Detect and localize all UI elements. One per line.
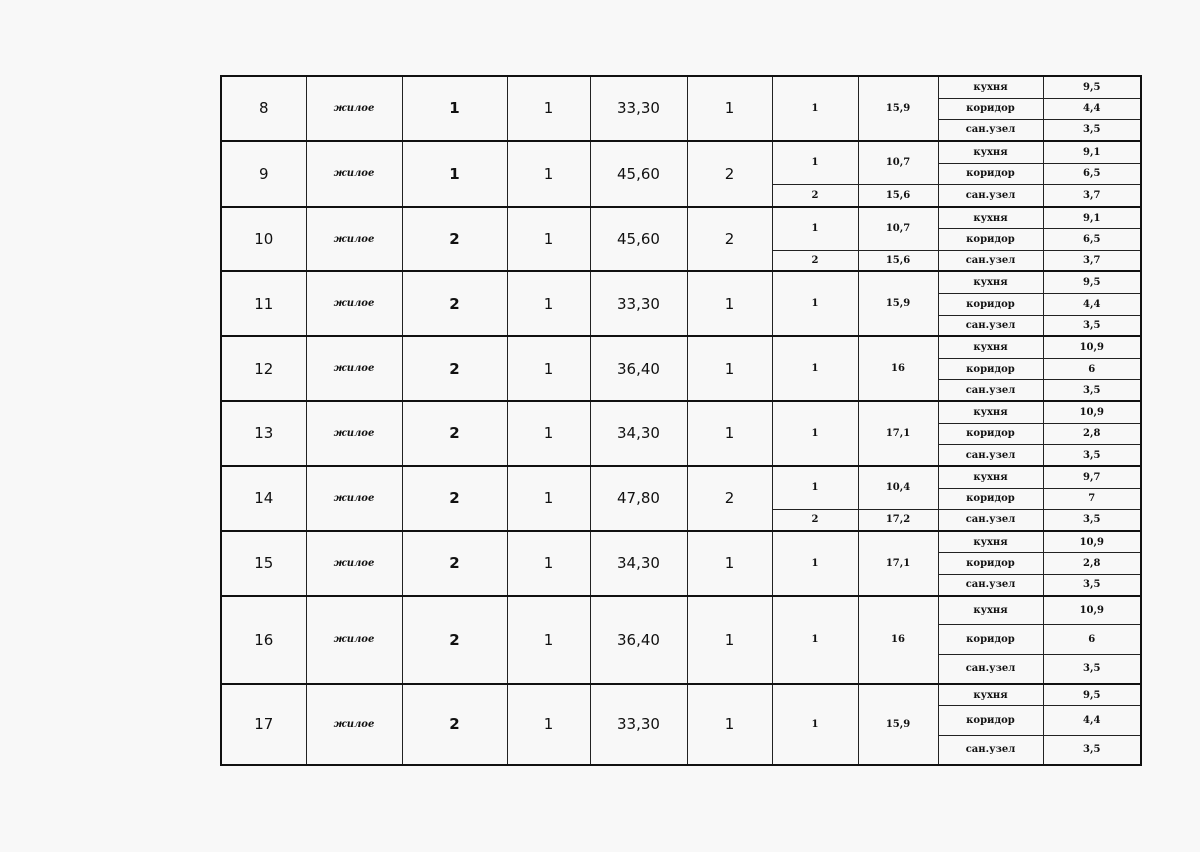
floor-number: 2 [402,401,507,466]
section-number: 1 [507,684,590,765]
auxiliary-room-name: сан.узел [938,120,1043,141]
auxiliary-room-area: 3,5 [1043,574,1141,595]
room-number: 2 [772,184,858,206]
rooms-count: 1 [687,271,772,336]
auxiliary-room-area: 3,5 [1043,380,1141,401]
room-area: 16 [858,596,938,684]
auxiliary-room-name: кухня [938,466,1043,488]
section-number: 1 [507,466,590,531]
auxiliary-room-name: кухня [938,336,1043,358]
room-number: 1 [772,401,858,466]
table-row [221,596,1141,625]
auxiliary-room-area: 9,1 [1043,207,1141,229]
auxiliary-room-area: 10,9 [1043,401,1141,423]
table-row [221,141,1141,163]
floor-number: 2 [402,336,507,401]
auxiliary-room-area: 2,8 [1043,423,1141,444]
auxiliary-room-area: 9,5 [1043,271,1141,293]
apartment-number: 14 [221,466,306,531]
auxiliary-room-name: коридор [938,625,1043,654]
table-row [221,76,1141,98]
auxiliary-room-area: 10,9 [1043,596,1141,625]
section-number: 1 [507,141,590,207]
auxiliary-room-area: 3,7 [1043,184,1141,206]
table-row [221,401,1141,423]
room-area: 10,4 [858,466,938,510]
auxiliary-room-area: 6,5 [1043,163,1141,184]
room-area: 15,9 [858,76,938,141]
rooms-count: 1 [687,531,772,596]
rooms-count: 1 [687,76,772,141]
room-area: 10,7 [858,141,938,185]
auxiliary-room-name: сан.узел [938,445,1043,466]
auxiliary-room-name: коридор [938,359,1043,380]
auxiliary-room-area: 3,5 [1043,120,1141,141]
premises-type: жилое [306,271,402,336]
section-number: 1 [507,401,590,466]
total-area: 36,40 [590,336,687,401]
table-row [221,336,1141,358]
floor-number: 1 [402,141,507,207]
room-area: 17,2 [858,509,938,530]
auxiliary-room-name: коридор [938,553,1043,574]
room-number: 1 [772,76,858,141]
auxiliary-room-area: 10,9 [1043,336,1141,358]
section-number: 1 [507,596,590,684]
auxiliary-room-area: 10,9 [1043,531,1141,553]
auxiliary-room-name: кухня [938,141,1043,163]
floor-number: 2 [402,466,507,531]
auxiliary-room-area: 9,1 [1043,141,1141,163]
auxiliary-room-name: коридор [938,488,1043,509]
room-area: 16 [858,336,938,401]
auxiliary-room-area: 4,4 [1043,706,1141,735]
total-area: 34,30 [590,531,687,596]
auxiliary-room-area: 6,5 [1043,229,1141,250]
total-area: 45,60 [590,207,687,272]
auxiliary-room-name: коридор [938,98,1043,119]
floor-number: 2 [402,271,507,336]
section-number: 1 [507,76,590,141]
section-number: 1 [507,271,590,336]
room-number: 2 [772,509,858,530]
auxiliary-room-area: 3,7 [1043,250,1141,271]
premises-type: жилое [306,466,402,531]
premises-type: жилое [306,76,402,141]
apartment-number: 13 [221,401,306,466]
premises-type: жилое [306,401,402,466]
auxiliary-room-name: кухня [938,76,1043,98]
auxiliary-room-name: кухня [938,531,1043,553]
rooms-count: 2 [687,466,772,531]
auxiliary-room-name: коридор [938,423,1043,444]
auxiliary-room-name: коридор [938,706,1043,735]
auxiliary-room-area: 6 [1043,359,1141,380]
auxiliary-room-name: сан.узел [938,250,1043,271]
auxiliary-room-area: 3,5 [1043,654,1141,683]
auxiliary-room-area: 2,8 [1043,553,1141,574]
rooms-count: 1 [687,684,772,765]
room-area: 15,9 [858,271,938,336]
rooms-count: 1 [687,336,772,401]
total-area: 36,40 [590,596,687,684]
auxiliary-room-name: коридор [938,294,1043,315]
room-area: 17,1 [858,401,938,466]
apartment-number: 17 [221,684,306,765]
auxiliary-room-name: сан.узел [938,574,1043,595]
room-number: 1 [772,141,858,185]
auxiliary-room-area: 3,5 [1043,315,1141,336]
floor-number: 2 [402,531,507,596]
premises-type: жилое [306,207,402,272]
room-number: 1 [772,466,858,510]
room-area: 17,1 [858,531,938,596]
total-area: 33,30 [590,76,687,141]
rooms-count: 2 [687,207,772,272]
auxiliary-room-name: сан.узел [938,735,1043,765]
apartments-table [220,75,1142,766]
apartment-number: 10 [221,207,306,272]
apartment-number: 8 [221,76,306,141]
room-area: 15,6 [858,250,938,271]
total-area: 47,80 [590,466,687,531]
auxiliary-room-area: 9,5 [1043,684,1141,706]
table-row [221,207,1141,229]
table-row [221,531,1141,553]
auxiliary-room-area: 9,7 [1043,466,1141,488]
floor-number: 2 [402,684,507,765]
apartment-number: 16 [221,596,306,684]
table-row [221,466,1141,488]
table-row [221,684,1141,706]
premises-type: жилое [306,531,402,596]
auxiliary-room-area: 7 [1043,488,1141,509]
auxiliary-room-area: 6 [1043,625,1141,654]
room-number: 1 [772,596,858,684]
auxiliary-room-name: кухня [938,207,1043,229]
room-number: 1 [772,336,858,401]
premises-type: жилое [306,336,402,401]
auxiliary-room-area: 4,4 [1043,98,1141,119]
auxiliary-room-name: сан.узел [938,184,1043,206]
auxiliary-room-name: сан.узел [938,315,1043,336]
room-area: 15,6 [858,184,938,206]
premises-type: жилое [306,141,402,207]
room-number: 1 [772,684,858,765]
apartment-number: 9 [221,141,306,207]
auxiliary-room-area: 3,5 [1043,445,1141,466]
floor-number: 1 [402,76,507,141]
auxiliary-room-area: 3,5 [1043,735,1141,765]
premises-type: жилое [306,596,402,684]
total-area: 34,30 [590,401,687,466]
total-area: 45,60 [590,141,687,207]
section-number: 1 [507,531,590,596]
auxiliary-room-name: сан.узел [938,654,1043,683]
auxiliary-room-name: кухня [938,271,1043,293]
apartment-number: 15 [221,531,306,596]
apartment-number: 11 [221,271,306,336]
rooms-count: 1 [687,596,772,684]
apartment-number: 12 [221,336,306,401]
auxiliary-room-name: кухня [938,684,1043,706]
auxiliary-room-name: коридор [938,163,1043,184]
floor-number: 2 [402,207,507,272]
room-number: 2 [772,250,858,271]
auxiliary-room-name: коридор [938,229,1043,250]
auxiliary-room-area: 3,5 [1043,509,1141,530]
rooms-count: 1 [687,401,772,466]
auxiliary-room-name: сан.узел [938,380,1043,401]
room-area: 10,7 [858,207,938,251]
auxiliary-room-area: 4,4 [1043,294,1141,315]
rooms-count: 2 [687,141,772,207]
total-area: 33,30 [590,684,687,765]
room-number: 1 [772,531,858,596]
table-row [221,271,1141,293]
section-number: 1 [507,207,590,272]
total-area: 33,30 [590,271,687,336]
premises-type: жилое [306,684,402,765]
auxiliary-room-name: кухня [938,401,1043,423]
section-number: 1 [507,336,590,401]
room-area: 15,9 [858,684,938,765]
auxiliary-room-area: 9,5 [1043,76,1141,98]
floor-number: 2 [402,596,507,684]
auxiliary-room-name: сан.узел [938,509,1043,530]
room-number: 1 [772,207,858,251]
room-number: 1 [772,271,858,336]
auxiliary-room-name: кухня [938,596,1043,625]
